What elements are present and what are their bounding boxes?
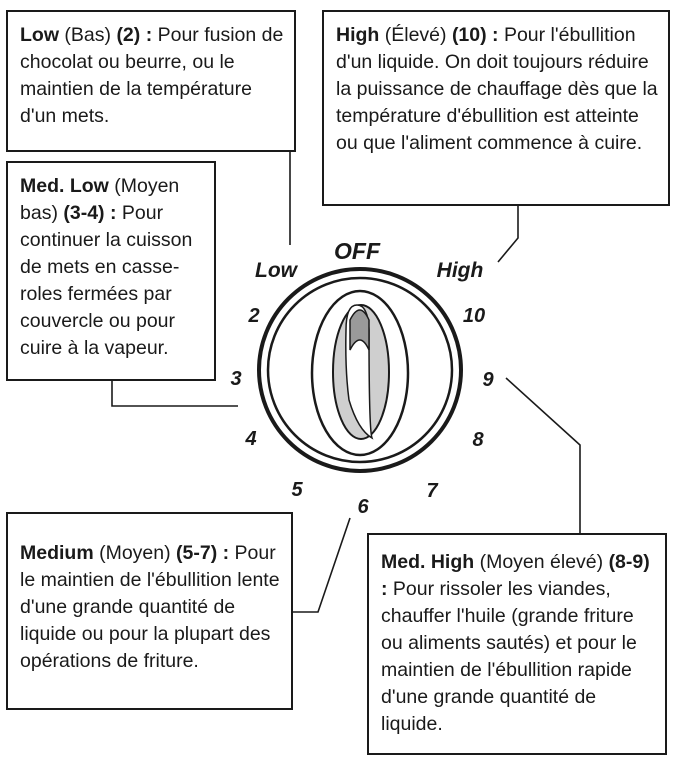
dial-label-4: 4 (245, 428, 257, 450)
leader-line-medlow (112, 381, 238, 406)
dial-label-6: 6 (357, 496, 369, 518)
callout-medlow-name: Med. Low (20, 175, 109, 197)
callout-medlow-desc: Pour continuer la cuisson de mets en casse-roles fermées par couvercle ou pour cuire à la vapeur. (20, 202, 193, 359)
callout-high-setting: (10) : (451, 24, 499, 46)
dial-label-7: 7 (426, 480, 438, 502)
callout-medium-alt: (Moyen) (93, 542, 177, 564)
callout-low-name: Low (20, 24, 59, 46)
callout-high (322, 10, 670, 206)
callout-medium-setting: (5-7) : (176, 542, 230, 564)
callout-medium-name: Medium (20, 542, 94, 564)
callout-medlow-alt: (Moyen bas) (20, 175, 180, 224)
leader-line-medium (293, 518, 350, 612)
callout-medhigh-setting: (8-9) : (381, 551, 650, 600)
dial-label-high: High (436, 259, 484, 282)
callout-medium (6, 512, 293, 710)
callout-medhigh-alt: (Moyen élevé) (474, 551, 609, 573)
callout-low-desc: Pour fusion de chocolat ou beurre, ou le maintien de la température d'un mets. (20, 24, 284, 127)
callout-high-name: High (336, 24, 380, 46)
dial-label-3: 3 (230, 368, 242, 390)
dial-label-2: 2 (248, 305, 260, 327)
dial-label-low: Low (255, 259, 297, 282)
dial-label-10: 10 (462, 305, 486, 327)
callout-medlow-setting: (3-4) : (63, 202, 117, 224)
callout-low-setting: (2) : (116, 24, 153, 46)
callout-low-alt: (Bas) (59, 24, 117, 46)
callout-medhigh-name: Med. High (381, 551, 475, 573)
callout-medlow (6, 161, 216, 381)
dial-label-9: 9 (482, 369, 494, 391)
callout-high-alt: (Élevé) (379, 24, 452, 46)
callout-medhigh (367, 533, 667, 755)
dial-label-5: 5 (291, 479, 303, 501)
callout-low (6, 10, 296, 152)
dial-label-8: 8 (472, 429, 484, 451)
dial-label-off: OFF (334, 238, 380, 264)
callout-medhigh-desc: Pour rissoler les viandes, chauffer l'huile (grande friture ou aliments sautés) et pour le maintien de l'ébullition rapide d'une grande quantité de liquide. (381, 578, 637, 735)
knob-grip[interactable] (312, 291, 408, 455)
callout-high-desc: Pour l'ébullition d'un liquide. On doit toujours réduire la puissance de chauffage dès que la température d'ébullition est atteinte ou que l'aliment commence à cuire. (336, 24, 658, 154)
callout-medium-desc: Pour le maintien de l'ébullition lente d'une grande quantité de liquide ou pour la plupart des opérations de friture. (20, 542, 280, 672)
leader-line-high (498, 206, 518, 262)
leader-line-medhigh (506, 378, 580, 533)
